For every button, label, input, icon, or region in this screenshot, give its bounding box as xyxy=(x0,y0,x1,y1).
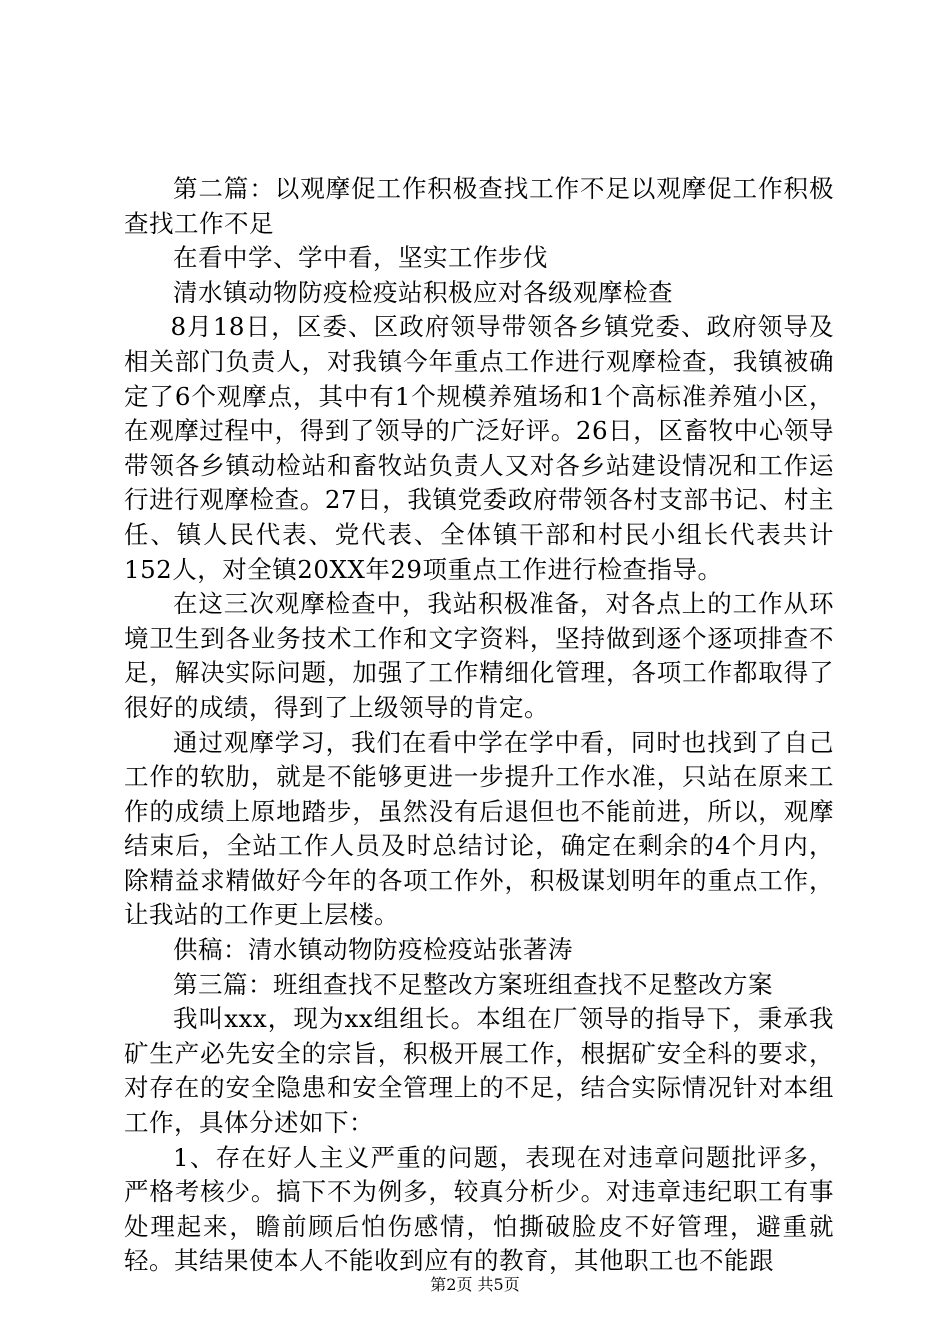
byline: 供稿：清水镇动物防疫检疫站张著涛 xyxy=(173,935,573,965)
body-paragraph: 在这三次观摩检查中，我站积极准备，对各点上的工作从环境卫生到各业务技术工作和文字资料，坚持做到逐个逐项排查不足，解决实际问题，加强了工作精细化管理，各项工作都取得了很好的成绩，得到了上级领导的肯定。 xyxy=(124,589,834,722)
subtitle-line: 在看中学、学中看，坚实工作步伐 xyxy=(173,243,548,273)
body-paragraph: 通过观摩学习，我们在看中学在学中看，同时也找到了自己工作的软肋，就是不能够更进一步提升工作水准，只站在原来工作的成绩上原地踏步，虽然没有后退但也不能前进，所以，观摩结束后，全站工作人员及时总结讨论，确定在剩余的4个月内，除精益求精做好今年的各项工作外，积极谋划明年的重点工作，让我站的工作更上层楼。 xyxy=(124,727,834,930)
subtitle-line: 清水镇动物防疫检疫站积极应对各级观摩检查 xyxy=(173,277,673,307)
section-heading-2: 第二篇：以观摩促工作积极查找工作不足以观摩促工作积极查找工作不足 xyxy=(124,174,834,238)
body-paragraph: 8月18日，区委、区政府领导带领各乡镇党委、政府领导及相关部门负责人，对我镇今年重点工作进行观摩检查，我镇被确定了6个观摩点，其中有1个规模养殖场和1个高标准养殖小区，在观摩过程中，得到了领导的广泛好评。26日，区畜牧中心领导带领各乡镇动检站和畜牧站负责人又对各乡站建设情况和工作运行进行观摩检查。27日，我镇党委政府带领各村支部书记、村主任、镇人民代表、党代表、全体镇干部和村民小组长代表共计152人，对全镇20XX年29项重点工作进行检查指导。 xyxy=(124,312,834,584)
document-body xyxy=(124,172,834,1279)
page-number-footer: 第2页 共5页 xyxy=(430,1275,520,1294)
section-heading-3: 第三篇：班组查找不足整改方案班组查找不足整改方案 xyxy=(173,969,773,999)
body-paragraph: 我叫xxx，现为xx组组长。本组在厂领导的指导下，秉承我矿生产必先安全的宗旨，积极开展工作，根据矿安全科的要求，对存在的安全隐患和安全管理上的不足，结合实际情况针对本组工作，具体分述如下： xyxy=(124,1004,834,1138)
body-paragraph: 1、存在好人主义严重的问题，表现在对违章问题批评多，严格考核少。搞下不为例多，较真分析少。对违章违纪职工有事处理起来，瞻前顾后怕伤感情，怕撕破脸皮不好管理，避重就轻。其结果使本人不能收到应有的教育，其他职工也不能跟 xyxy=(124,1142,834,1276)
